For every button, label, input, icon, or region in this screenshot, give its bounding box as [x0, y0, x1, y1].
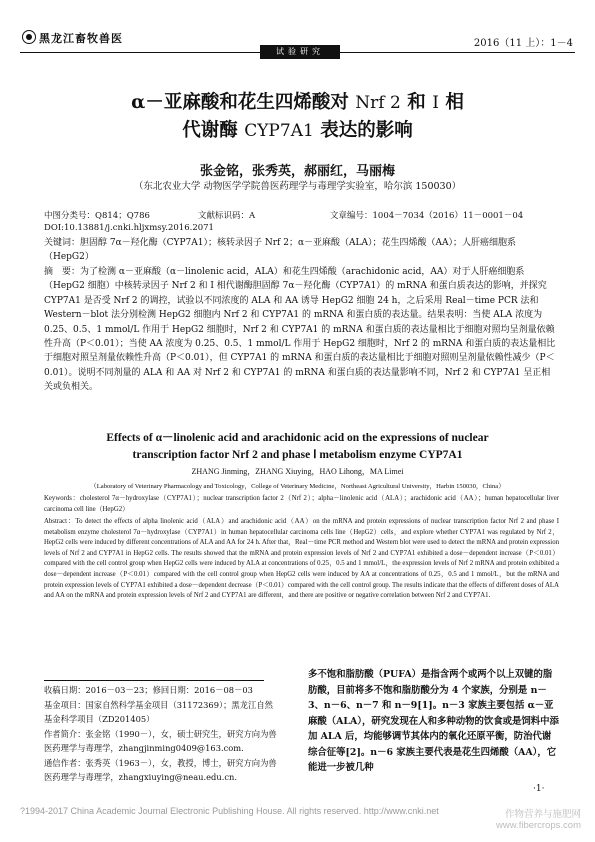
keywords-cn: 关键词：胆固醇 7α－羟化酶（CYP7A1）；核转录因子 Nrf 2；α－亚麻酸（ALA）；花生四烯酸（AA）；人肝癌细胞系（HepG2） [44, 238, 517, 263]
corresponding-info-1: 通信作者：张秀英（1963－），女，教授，博士，研究方向为兽 [44, 757, 277, 768]
section-tag: 试验研究 [260, 45, 340, 59]
issue-info: 2016（11 上）：1－4 [473, 38, 573, 49]
en-title-line-1: Effects of α－linolenic acid and arachidonic acid on the expressions of nuclear [106, 432, 489, 444]
corresponding-info-2: 医药理学与毒理学，zhangxiuying@neau.edu.cn. [44, 772, 237, 782]
received-date: 收稿日期：2016－03－23；修回日期：2016－08－03 [44, 685, 253, 695]
en-title-line-2: transcription factor Nrf 2 and phase Ⅰ metabolism enzyme CYP7A1 [132, 449, 463, 461]
doi: DOI:10.13881/j.cnki.hljxmsy.2016.2071 [44, 223, 214, 233]
affiliation: （东北农业大学 动物医学学院兽医药理学与毒理学实验室，哈尔滨 150030） [133, 181, 462, 192]
document-code: 文献标识码：A [198, 211, 256, 221]
en-affiliation: （Laboratory of Veterinary Pharmacology and Toxicology，College of Veterinary Medicine，Northeast Agricultural University，Harbin 150030，China） [90, 483, 505, 490]
title-line-1: α－亚麻酸和花生四烯酸对 Nrf 2 和 Ⅰ 相 [131, 92, 464, 113]
en-keywords: Keywords：cholesterol 7α－hydroxylase（CYP7A1）；nuclear transcription factor 2（Nrf 2）；alpha－linolenic acid（ALA）；arachidonic acid（AA）；human hepatocellular liver carcinoma cell line（HepG2） [44, 495, 559, 513]
header-rule-left [20, 52, 260, 53]
watermark-en: www.fibercrops.com [496, 820, 581, 831]
authors: 张金铭，张秀英，郝丽红，马丽梅 [199, 164, 395, 179]
author-info-2: 医药理学与毒理学，zhangjinming0409@163.com. [44, 743, 244, 753]
author-info-1: 作者简介：张金铭（1990－），女，硕士研究生，研究方向为兽 [44, 728, 277, 739]
copyright-line: ?1994-2017 China Academic Journal Electronic Publishing House. All rights reserved. http://www.cnki.net [20, 806, 439, 816]
header-rule-right [340, 52, 575, 53]
article-number: 文章编号：1004－7034（2016）11－0001－04 [330, 211, 524, 221]
footnote-rule [44, 680, 264, 681]
intro-paragraph: 多不饱和脂肪酸（PUFA）是指含两个或两个以上双键的脂肪酸，目前将多不饱和脂肪酸分为 4 个家族，分别是 n－3、n－6、n－7 和 n－9[1]。n－3 家族主要包括 α－亚麻酸（ALA），研究发现在人和多种动物的饮食或是饲料中添加 ALA 后，均能够调节其体内的氧化还原平衡，防治代谢综合征等[2]。n－6 家族主要代表是花生四烯酸（AA），它能进一步被几种 [308, 669, 559, 773]
clc-number: 中图分类号：Q814；Q786 [44, 211, 150, 221]
en-authors: ZHANG Jinming，ZHANG Xiuying，HAO Lihong，MA Limei [191, 467, 404, 476]
journal-emblem-icon [22, 30, 36, 44]
fund-line-1: 基金项目：国家自然科学基金项目（31172369）；黑龙江自然 [44, 699, 273, 710]
title-line-2: 代谢酶 CYP7A1 表达的影响 [182, 120, 413, 141]
en-abstract: Abstract：To detect the effects of alpha linolenic acid（ALA）and arachidonic acid（AA）on the mRNA and protein expressions of nuclear transcription factor Nrf 2 and phase I metabolism enzyme cholesterol 7α－hydroxylase（CYP7A1）in human hepatocellular carcinoma cells line（HepG2）cells，and explore whether CYP7A1 was regulated by Nrf 2，HepG2 cells were induced by different concentrations of ALA and AA for 24 h. After that，Real－time PCR method and Western blot were used to detect the mRNA and protein expression levels of Nrf 2 and CYP7A1 in HepG2 cells. The results showed that the mRNA and protein expression levels of Nrf 2 and CYP7A1 exhibited a dose－dependent increase（P＜0.01）compared with the cell control group when HepG2 cells were induced by ALA at concentrations of 0.25，0.5 and 1 mmol/L，the expression levels of Nrf 2 mRNA and protein exhibited a dose－dependent increase（P＜0.01）compared with the cell control group when HepG2 cells were induced by AA at concentrations of 0.25，0.5 and 1 mmol/L，but the mRNA and protein expression levels of CYP7A1 exhibited a dose－dependent decrease（P＜0.01）compared with the cell control group. The results indicate that the effects of different doses of ALA and AA on the mRNA and protein expression levels of Nrf 2 and CYP7A1 are different，and there are positive or negative correlation between Nrf 2 and CYP7A1. [44, 518, 559, 600]
fund-line-2: 基金科学项目（ZD201405） [44, 714, 155, 724]
page-number: ·1· [533, 784, 545, 794]
abstract-cn: 摘 要：为了检测 α－亚麻酸（α－linolenic acid，ALA）和花生四烯酸（arachidonic acid，AA）对于人肝癌细胞系（HepG2 细胞）中核转录因子 Nrf 2 和 Ⅰ 相代谢酶胆固醇 7α－羟化酶（CYP7A1）的 mRNA 和蛋白质表达的影响，并探究 CYP7A1 是否受 Nrf 2 的调控，试验以不同浓度的 ALA 和 AA 诱导 HepG2 细胞 24 h，之后采用 Real－time PCR 法和 Western－blot 法分别检测 HepG2 细胞内 Nrf 2 和 CYP7A1 的 mRNA 和蛋白质的表达量。结果表明：当使 ALA 浓度为 0.25、0.5、1 mmol/L 作用于 HepG2 细胞时，Nrf 2 和 CYP7A1 的 mRNA 和蛋白质的表达量相比于细胞对照均呈剂量依赖性升高（P＜0.01）；当使 AA 浓度为 0.25、0.5、1 mmol/L 作用于 HepG2 细胞时，Nrf 2 的 mRNA 和蛋白质的表达量相比于细胞对照呈剂量依赖性升高（P＜0.01），但 CYP7A1 的 mRNA 和蛋白质的表达量相比于细胞对照则呈剂量依赖性减少（P＜0.01）。说明不同剂量的 ALA 和 AA 对 Nrf 2 和 CYP7A1 的 mRNA 和蛋白质的表达量影响不同，Nrf 2 和 CYP7A1 呈正相关或负相关。 [44, 267, 556, 393]
journal-logo: 黑龙江畜牧兽医 [22, 30, 123, 46]
footnote [44, 683, 277, 785]
watermark-cn: 作物营养与施肥网 [504, 809, 581, 820]
